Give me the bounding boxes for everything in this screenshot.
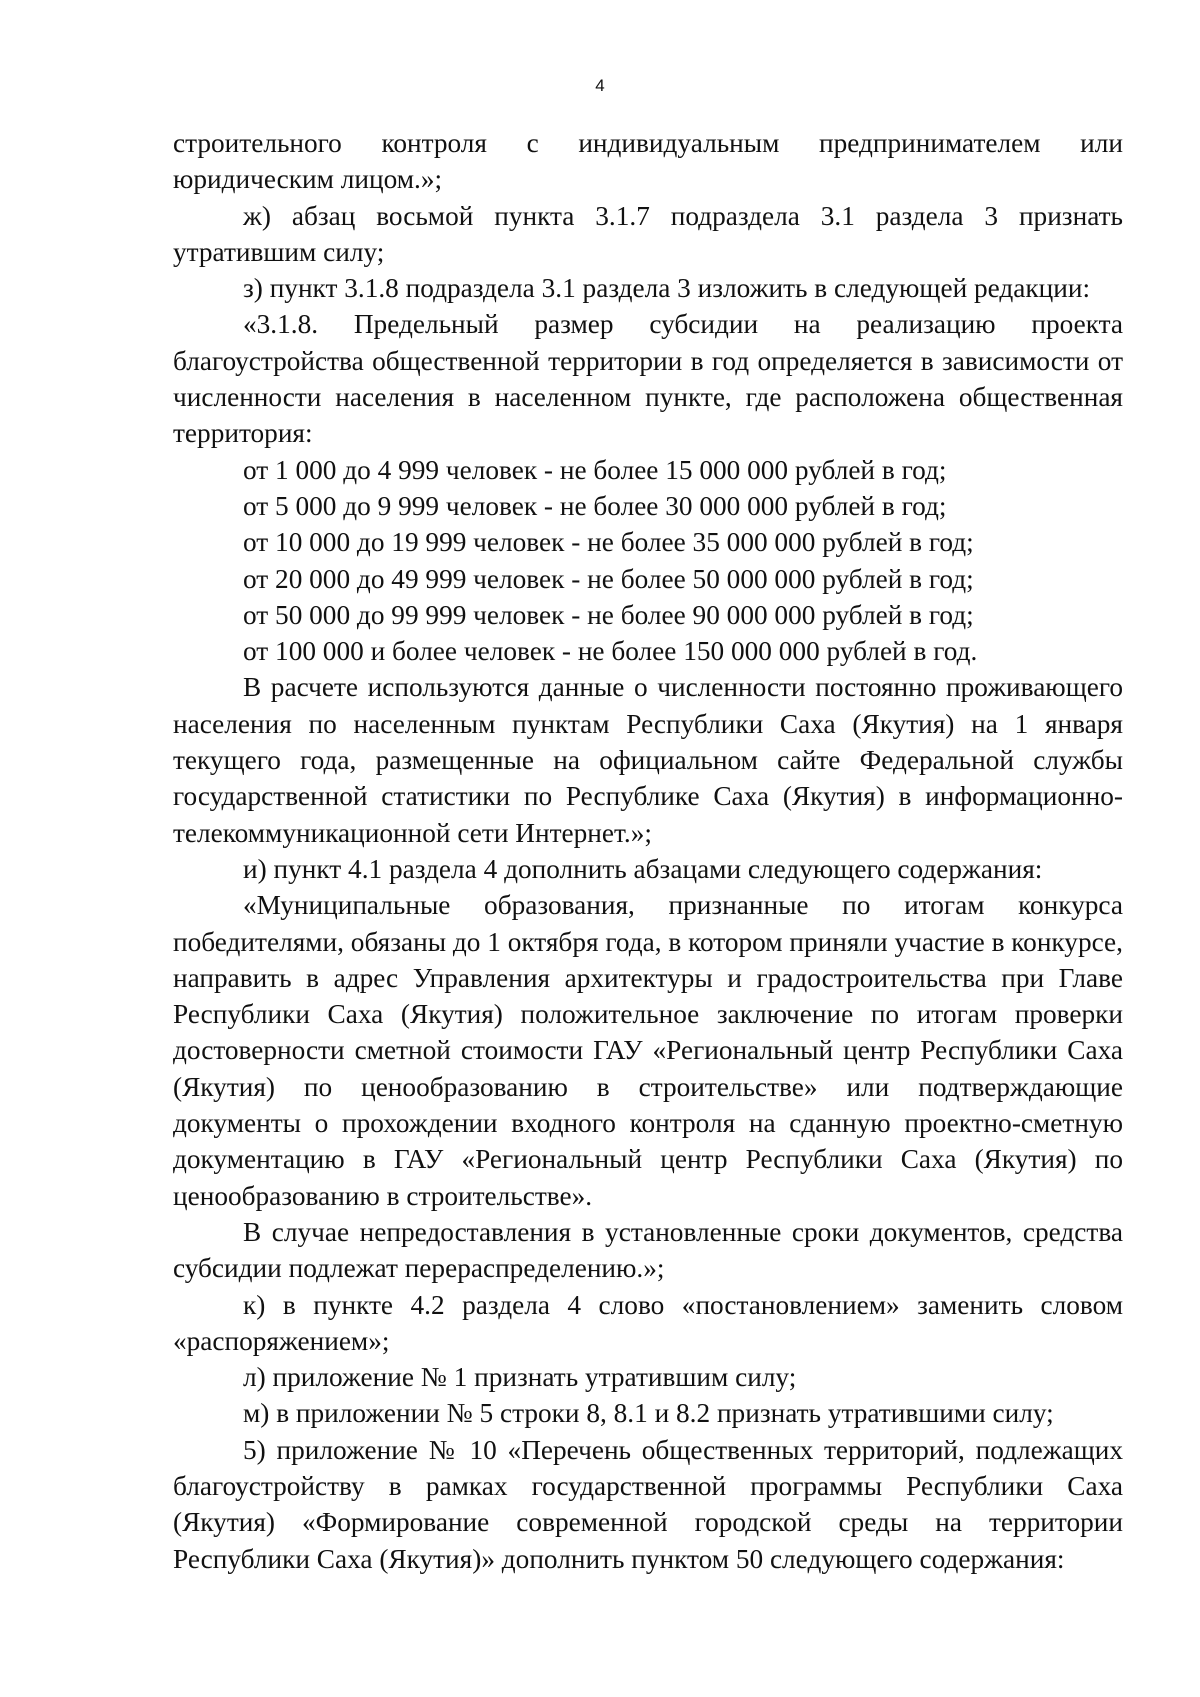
paragraph: и) пункт 4.1 раздела 4 дополнить абзацами следующего содержания: [243,853,1043,884]
paragraph: з) пункт 3.1.8 подраздела 3.1 раздела 3 изложить в следующей редакции: [243,273,1091,304]
paragraph: В случае непредоставления в установленные сроки документов, средства субсидии подлежат перераспределению.»; [173,1216,1123,1284]
subsidy-limit-line: от 100 000 и более человек - не более 150 000 000 рублей в год. [243,636,978,667]
paragraph: ж) абзац восьмой пункта 3.1.7 подраздела 3.1 раздела 3 признать утратившим силу; [173,200,1123,267]
subsidy-limit-line: от 10 000 до 19 999 человек - не более 35 000 000 рублей в год; [243,527,974,558]
paragraph: В расчете используются данные о численности постоянно проживающего населения по населенным пунктам Республики Саха (Якутия) на 1 января текущего года, размещенные на официальном сайте Федеральной службы государственной статистики по Республике Саха (Якутия) в информационно-телекоммуникационной сети Интернет.»; [173,672,1123,848]
subsidy-limit-line: от 5 000 до 9 999 человек - не более 30 000 000 рублей в год; [243,490,947,521]
paragraph: «3.1.8. Предельный размер субсидии на реализацию проекта благоустройства общественной территории в год определяется в зависимости от численности населения в населенном пункте, где расположена общественная территория: [173,309,1123,449]
paragraph: к) в пункте 4.2 раздела 4 слово «постановлением» заменить словом «распоряжением»; [173,1289,1123,1356]
paragraph: 5) приложение № 10 «Перечень общественных территорий, подлежащих благоустройству в рамках государственной программы Республики Саха (Якутия) «Формирование современной городской среды на территории Республики Саха (Якутия)» дополнить пунктом 50 следующего содержания: [173,1434,1123,1574]
page-number: 4 [595,76,605,95]
subsidy-limit-line: от 50 000 до 99 999 человек - не более 90 000 000 рублей в год; [243,599,974,630]
subsidy-limit-line: от 1 000 до 4 999 человек - не более 15 000 000 рублей в год; [243,454,947,485]
paragraph: строительного контроля с индивидуальным предпринимателем или юридическим лицом.»; [173,128,1123,195]
paragraph: «Муниципальные образования, признанные по итогам конкурса победителями, обязаны до 1 октября года, в котором приняли участие в конкурсе, направить в адрес Управления архитектуры и градостроительства при Главе Республики Саха (Якутия) положительное заключение по итогам проверки достоверности сметной стоимости ГАУ «Региональный центр Республики Саха (Якутия) по ценообразованию в строительстве» или подтверждающие документы о прохождении входного контроля на сданную проектно-сметную документацию в ГАУ «Региональный центр Республики Саха (Якутия) по ценообразованию в строительстве». [173,890,1123,1211]
subsidy-limit-line: от 20 000 до 49 999 человек - не более 50 000 000 рублей в год; [243,563,974,594]
document-body [173,125,1123,1577]
paragraph: м) в приложении № 5 строки 8, 8.1 и 8.2 признать утратившими силу; [243,1398,1054,1429]
paragraph: л) приложение № 1 признать утратившим силу; [243,1362,797,1393]
